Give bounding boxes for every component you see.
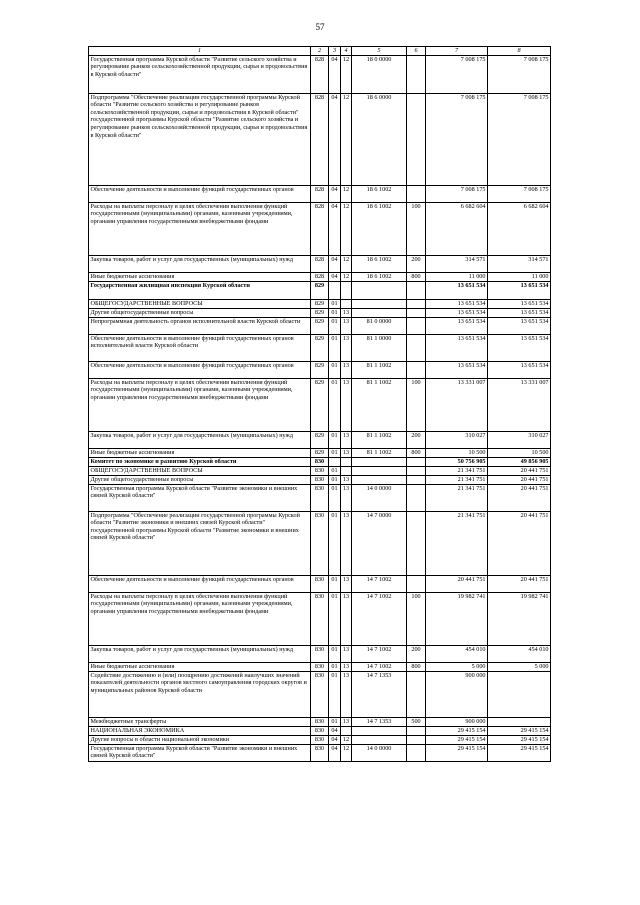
table-row	[89, 378, 551, 431]
header-row	[89, 47, 551, 56]
amount-year2-cell: 7 008 175	[488, 55, 551, 93]
code-expense-type-cell	[407, 308, 426, 317]
code-expense-type-cell: 800	[407, 662, 426, 671]
code-expense-type-cell	[407, 334, 426, 361]
row-name-cell: Обеспечение деятельности и выполнение функций государственных органов исполнительной власти Курской области	[89, 334, 311, 361]
amount-year1-cell: 13 651 534	[426, 299, 488, 308]
code-subsection-cell: 13	[341, 378, 352, 431]
amount-year1-cell: 314 571	[426, 255, 488, 272]
code-subsection-cell	[341, 299, 352, 308]
amount-year1-cell: 5 000	[426, 662, 488, 671]
code-target-cell: 14 7 1002	[352, 592, 407, 645]
code-target-cell: 14 7 1002	[352, 662, 407, 671]
table-row	[89, 457, 551, 466]
code-expense-type-cell: 100	[407, 592, 426, 645]
amount-year1-cell: 21 341 751	[426, 466, 488, 475]
code-admin-cell: 830	[311, 662, 329, 671]
amount-year1-cell: 13 651 534	[426, 281, 488, 299]
table-row	[89, 202, 551, 255]
amount-year1-cell: 11 000	[426, 272, 488, 281]
code-expense-type-cell	[407, 466, 426, 475]
table-row	[89, 308, 551, 317]
amount-year2-cell: 10 500	[488, 448, 551, 457]
table-row	[89, 334, 551, 361]
code-target-cell	[352, 457, 407, 466]
header-cell: 7	[426, 47, 488, 56]
code-subsection-cell: 13	[341, 511, 352, 575]
amount-year2-cell: 13 651 534	[488, 334, 551, 361]
code-subsection-cell: 13	[341, 717, 352, 726]
amount-year2-cell: 20 441 751	[488, 475, 551, 484]
code-expense-type-cell	[407, 299, 426, 308]
row-name-cell: Другие вопросы в области национальной экономики	[89, 735, 311, 744]
table-row	[89, 299, 551, 308]
amount-year1-cell: 13 651 534	[426, 308, 488, 317]
table-row	[89, 448, 551, 457]
row-name-cell: Подпрограмма "Обеспечение реализации государственной программы Курской области "Развитие экономики и внешних связей Курской области" государственной программы Курской области "Развитие экономики и внешних связей Курской области"	[89, 511, 311, 575]
row-name-cell: Комитет по экономике и развитию Курской области	[89, 457, 311, 466]
table-row	[89, 317, 551, 334]
code-section-cell: 04	[329, 55, 341, 93]
row-name-cell: Государственная программа Курской области "Развитие экономики и внешних связей Курской области"	[89, 744, 311, 761]
amount-year2-cell: 314 571	[488, 255, 551, 272]
code-target-cell	[352, 281, 407, 299]
header-cell: 6	[407, 47, 426, 56]
header-cell: 8	[488, 47, 551, 56]
code-expense-type-cell	[407, 93, 426, 185]
code-section-cell: 01	[329, 378, 341, 431]
code-expense-type-cell	[407, 671, 426, 717]
code-subsection-cell: 12	[341, 55, 352, 93]
code-expense-type-cell	[407, 185, 426, 202]
amount-year1-cell: 20 441 751	[426, 575, 488, 592]
code-section-cell: 01	[329, 671, 341, 717]
table-row	[89, 272, 551, 281]
code-admin-cell: 829	[311, 308, 329, 317]
code-section-cell: 01	[329, 717, 341, 726]
amount-year1-cell: 13 331 007	[426, 378, 488, 431]
header-cell: 1	[89, 47, 311, 56]
table-row	[89, 185, 551, 202]
code-admin-cell: 828	[311, 272, 329, 281]
code-section-cell: 04	[329, 744, 341, 761]
code-target-cell: 81 1 1002	[352, 378, 407, 431]
table-row	[89, 255, 551, 272]
code-subsection-cell: 13	[341, 448, 352, 457]
header-cell: 5	[352, 47, 407, 56]
code-subsection-cell: 13	[341, 361, 352, 378]
row-name-cell: Расходы на выплаты персоналу в целях обеспечения выполнения функций государственными (муниципальными) органами, казенными учреждениями, органами управления государственными внебюджетными фондами	[89, 592, 311, 645]
row-name-cell: НАЦИОНАЛЬНАЯ ЭКОНОМИКА	[89, 726, 311, 735]
code-section-cell: 01	[329, 592, 341, 645]
amount-year1-cell: 21 341 751	[426, 484, 488, 511]
row-name-cell: ОБЩЕГОСУДАРСТВЕННЫЕ ВОПРОСЫ	[89, 299, 311, 308]
row-name-cell: Государственная жилищная инспекция Курской области	[89, 281, 311, 299]
code-subsection-cell: 12	[341, 93, 352, 185]
code-section-cell: 01	[329, 645, 341, 662]
code-admin-cell: 830	[311, 645, 329, 662]
code-admin-cell: 828	[311, 202, 329, 255]
code-admin-cell: 830	[311, 457, 329, 466]
amount-year1-cell: 900 000	[426, 671, 488, 717]
code-subsection-cell: 13	[341, 575, 352, 592]
amount-year2-cell: 13 651 534	[488, 281, 551, 299]
amount-year2-cell: 19 982 741	[488, 592, 551, 645]
code-admin-cell: 828	[311, 55, 329, 93]
header-cell: 2	[311, 47, 329, 56]
code-section-cell: 04	[329, 93, 341, 185]
code-section-cell: 01	[329, 431, 341, 448]
table-row	[89, 431, 551, 448]
code-target-cell	[352, 735, 407, 744]
code-subsection-cell: 12	[341, 202, 352, 255]
code-expense-type-cell: 200	[407, 255, 426, 272]
table-row	[89, 466, 551, 475]
amount-year2-cell: 20 441 751	[488, 484, 551, 511]
code-section-cell: 01	[329, 317, 341, 334]
code-expense-type-cell: 800	[407, 448, 426, 457]
amount-year2-cell: 13 651 534	[488, 308, 551, 317]
code-admin-cell: 830	[311, 592, 329, 645]
code-expense-type-cell	[407, 484, 426, 511]
code-admin-cell: 829	[311, 281, 329, 299]
table-row	[89, 645, 551, 662]
table-row	[89, 662, 551, 671]
amount-year1-cell: 13 651 534	[426, 334, 488, 361]
amount-year2-cell: 13 651 534	[488, 361, 551, 378]
code-expense-type-cell	[407, 735, 426, 744]
amount-year2-cell: 20 441 751	[488, 511, 551, 575]
code-expense-type-cell: 800	[407, 272, 426, 281]
code-target-cell: 18 6 1002	[352, 185, 407, 202]
code-expense-type-cell	[407, 575, 426, 592]
row-name-cell: Закупка товаров, работ и услуг для государственных (муниципальных) нужд	[89, 431, 311, 448]
amount-year2-cell: 7 008 175	[488, 93, 551, 185]
amount-year1-cell: 29 415 154	[426, 744, 488, 761]
table-row	[89, 671, 551, 717]
code-expense-type-cell: 200	[407, 645, 426, 662]
amount-year2-cell: 13 651 534	[488, 317, 551, 334]
amount-year1-cell: 13 651 534	[426, 317, 488, 334]
code-expense-type-cell: 500	[407, 717, 426, 726]
code-target-cell: 18 6 1002	[352, 202, 407, 255]
code-expense-type-cell	[407, 744, 426, 761]
row-name-cell: Иные бюджетные ассигнования	[89, 662, 311, 671]
code-admin-cell: 829	[311, 317, 329, 334]
code-admin-cell: 828	[311, 93, 329, 185]
table-body	[89, 55, 551, 761]
code-admin-cell: 830	[311, 717, 329, 726]
code-target-cell: 18 0 0000	[352, 55, 407, 93]
amount-year1-cell: 6 682 604	[426, 202, 488, 255]
code-admin-cell: 829	[311, 361, 329, 378]
code-subsection-cell	[341, 281, 352, 299]
table-row	[89, 484, 551, 511]
code-expense-type-cell	[407, 55, 426, 93]
code-expense-type-cell: 100	[407, 202, 426, 255]
code-target-cell	[352, 308, 407, 317]
code-section-cell: 04	[329, 735, 341, 744]
row-name-cell: Закупка товаров, работ и услуг для государственных (муниципальных) нужд	[89, 645, 311, 662]
amount-year1-cell: 900 000	[426, 717, 488, 726]
code-admin-cell: 829	[311, 299, 329, 308]
amount-year1-cell: 7 008 175	[426, 55, 488, 93]
table-row	[89, 93, 551, 185]
table-row	[89, 55, 551, 93]
code-admin-cell: 830	[311, 726, 329, 735]
code-expense-type-cell: 100	[407, 378, 426, 431]
table-row	[89, 511, 551, 575]
amount-year1-cell: 50 756 905	[426, 457, 488, 466]
table-row	[89, 281, 551, 299]
code-subsection-cell: 13	[341, 431, 352, 448]
amount-year2-cell: 13 331 007	[488, 378, 551, 431]
code-subsection-cell: 13	[341, 308, 352, 317]
row-name-cell: Непрограммная деятельность органов исполнительной власти Курской области	[89, 317, 311, 334]
code-section-cell: 01	[329, 308, 341, 317]
code-section-cell: 01	[329, 466, 341, 475]
row-name-cell: Подпрограмма "Обеспечение реализации государственной программы Курской области "Развитие сельского хозяйства и регулирование рынков сельскохозяйственной продукции, сырья и продовольствия в Курской области" государственной программы Курской области "Развитие сельского хозяйства и регулирование рынков сельскохозяйственной продукции, сырья и продовольствия в Курской области"	[89, 93, 311, 185]
amount-year1-cell: 29 415 154	[426, 726, 488, 735]
code-section-cell: 04	[329, 185, 341, 202]
code-section-cell: 01	[329, 475, 341, 484]
row-name-cell: Иные бюджетные ассигнования	[89, 272, 311, 281]
row-name-cell: Другие общегосударственные вопросы	[89, 475, 311, 484]
row-name-cell: Обеспечение деятельности и выполнение функций государственных органов	[89, 361, 311, 378]
table-row	[89, 592, 551, 645]
code-admin-cell: 828	[311, 255, 329, 272]
code-subsection-cell: 13	[341, 475, 352, 484]
code-subsection-cell	[341, 466, 352, 475]
row-name-cell: Иные бюджетные ассигнования	[89, 448, 311, 457]
code-expense-type-cell	[407, 475, 426, 484]
code-subsection-cell: 12	[341, 744, 352, 761]
amount-year1-cell: 21 341 751	[426, 475, 488, 484]
amount-year1-cell: 13 651 534	[426, 361, 488, 378]
header-cell: 4	[341, 47, 352, 56]
amount-year2-cell: 7 008 175	[488, 185, 551, 202]
code-target-cell: 18 6 1002	[352, 272, 407, 281]
header-cell: 3	[329, 47, 341, 56]
amount-year2-cell: 13 651 534	[488, 299, 551, 308]
amount-year2-cell: 29 415 154	[488, 735, 551, 744]
code-section-cell: 04	[329, 726, 341, 735]
code-target-cell: 81 0 0000	[352, 317, 407, 334]
table-row	[89, 744, 551, 761]
page-number: 57	[315, 22, 325, 32]
code-section-cell: 01	[329, 511, 341, 575]
code-section-cell: 01	[329, 334, 341, 361]
amount-year1-cell: 454 010	[426, 645, 488, 662]
amount-year2-cell	[488, 717, 551, 726]
code-subsection-cell: 13	[341, 592, 352, 645]
code-section-cell: 01	[329, 575, 341, 592]
code-admin-cell: 828	[311, 185, 329, 202]
row-name-cell: Закупка товаров, работ и услуг для государственных (муниципальных) нужд	[89, 255, 311, 272]
amount-year1-cell: 7 008 175	[426, 185, 488, 202]
code-subsection-cell: 13	[341, 317, 352, 334]
amount-year1-cell: 19 982 741	[426, 592, 488, 645]
amount-year2-cell: 20 441 751	[488, 466, 551, 475]
code-target-cell: 81 1 1002	[352, 361, 407, 378]
code-admin-cell: 830	[311, 511, 329, 575]
row-name-cell: Государственная программа Курской области "Развитие экономики и внешних связей Курской области"	[89, 484, 311, 511]
code-subsection-cell: 13	[341, 662, 352, 671]
code-target-cell: 14 7 0000	[352, 511, 407, 575]
amount-year2-cell: 29 415 154	[488, 726, 551, 735]
code-target-cell: 81 1 1002	[352, 431, 407, 448]
code-admin-cell: 829	[311, 431, 329, 448]
table-row	[89, 575, 551, 592]
code-section-cell: 01	[329, 299, 341, 308]
code-subsection-cell: 13	[341, 645, 352, 662]
code-admin-cell: 830	[311, 575, 329, 592]
row-name-cell: Обеспечение деятельности и выполнение функций государственных органов	[89, 575, 311, 592]
amount-year1-cell: 310 027	[426, 431, 488, 448]
code-expense-type-cell	[407, 726, 426, 735]
code-target-cell: 81 1 1002	[352, 448, 407, 457]
code-section-cell: 01	[329, 662, 341, 671]
amount-year2-cell	[488, 671, 551, 717]
code-expense-type-cell	[407, 361, 426, 378]
code-target-cell	[352, 299, 407, 308]
code-target-cell	[352, 475, 407, 484]
table-row	[89, 717, 551, 726]
row-name-cell: ОБЩЕГОСУДАРСТВЕННЫЕ ВОПРОСЫ	[89, 466, 311, 475]
code-subsection-cell: 12	[341, 272, 352, 281]
code-target-cell: 14 0 0000	[352, 484, 407, 511]
row-name-cell: Другие общегосударственные вопросы	[89, 308, 311, 317]
code-subsection-cell: 12	[341, 185, 352, 202]
amount-year2-cell: 49 856 905	[488, 457, 551, 466]
code-target-cell	[352, 466, 407, 475]
code-target-cell: 14 7 1002	[352, 645, 407, 662]
code-target-cell: 14 7 1002	[352, 575, 407, 592]
row-name-cell: Расходы на выплаты персоналу в целях обеспечения выполнения функций государственными (муниципальными) органами, казенными учреждениями, органами управления государственными внебюджетными фондами	[89, 378, 311, 431]
amount-year2-cell: 454 010	[488, 645, 551, 662]
code-target-cell: 14 7 1353	[352, 717, 407, 726]
code-admin-cell: 829	[311, 334, 329, 361]
code-target-cell: 81 1 0000	[352, 334, 407, 361]
amount-year2-cell: 5 000	[488, 662, 551, 671]
amount-year2-cell: 310 027	[488, 431, 551, 448]
code-admin-cell: 829	[311, 448, 329, 457]
code-subsection-cell	[341, 457, 352, 466]
code-section-cell: 04	[329, 255, 341, 272]
code-subsection-cell: 13	[341, 671, 352, 717]
code-section-cell	[329, 457, 341, 466]
amount-year1-cell: 29 415 154	[426, 735, 488, 744]
code-target-cell: 18 6 1002	[352, 255, 407, 272]
amount-year1-cell: 10 500	[426, 448, 488, 457]
row-name-cell: Государственная программа Курской области "Развитие сельского хозяйства и регулирование рынков сельскохозяйственной продукции, сырья и продовольствия в Курской области"	[89, 55, 311, 93]
code-subsection-cell: 12	[341, 255, 352, 272]
code-section-cell: 01	[329, 361, 341, 378]
code-section-cell: 01	[329, 448, 341, 457]
code-subsection-cell: 13	[341, 484, 352, 511]
code-admin-cell: 830	[311, 484, 329, 511]
code-section-cell: 01	[329, 484, 341, 511]
code-expense-type-cell	[407, 511, 426, 575]
table-row	[89, 726, 551, 735]
code-admin-cell: 829	[311, 378, 329, 431]
code-target-cell	[352, 726, 407, 735]
code-target-cell: 18 6 0000	[352, 93, 407, 185]
budget-table	[88, 46, 551, 762]
code-admin-cell: 830	[311, 744, 329, 761]
table-row	[89, 735, 551, 744]
code-admin-cell: 830	[311, 475, 329, 484]
row-name-cell: Межбюджетные трансферты	[89, 717, 311, 726]
code-expense-type-cell: 200	[407, 431, 426, 448]
code-section-cell: 04	[329, 272, 341, 281]
code-target-cell: 14 7 1353	[352, 671, 407, 717]
code-target-cell: 14 0 0000	[352, 744, 407, 761]
table-row	[89, 475, 551, 484]
amount-year1-cell: 21 341 751	[426, 511, 488, 575]
code-subsection-cell: 12	[341, 735, 352, 744]
row-name-cell: Обеспечение деятельности и выполнение функций государственных органов	[89, 185, 311, 202]
code-subsection-cell: 13	[341, 334, 352, 361]
code-expense-type-cell	[407, 457, 426, 466]
amount-year1-cell: 7 008 175	[426, 93, 488, 185]
code-admin-cell: 830	[311, 466, 329, 475]
code-expense-type-cell	[407, 317, 426, 334]
row-name-cell: Расходы на выплаты персоналу в целях обеспечения выполнения функций государственными (муниципальными) органами, казенными учреждениями, органами управления государственными внебюджетными фондами	[89, 202, 311, 255]
code-admin-cell: 830	[311, 671, 329, 717]
amount-year2-cell: 6 682 604	[488, 202, 551, 255]
code-admin-cell: 830	[311, 735, 329, 744]
amount-year2-cell: 20 441 751	[488, 575, 551, 592]
code-expense-type-cell	[407, 281, 426, 299]
table-row	[89, 361, 551, 378]
code-section-cell: 04	[329, 202, 341, 255]
amount-year2-cell: 11 000	[488, 272, 551, 281]
code-section-cell	[329, 281, 341, 299]
code-subsection-cell	[341, 726, 352, 735]
amount-year2-cell: 29 415 154	[488, 744, 551, 761]
row-name-cell: Содействие достижению и (или) поощрению достижений наилучших значений показателей деятельности органов местного самоуправления городских округов и муниципальных районов Курской области	[89, 671, 311, 717]
